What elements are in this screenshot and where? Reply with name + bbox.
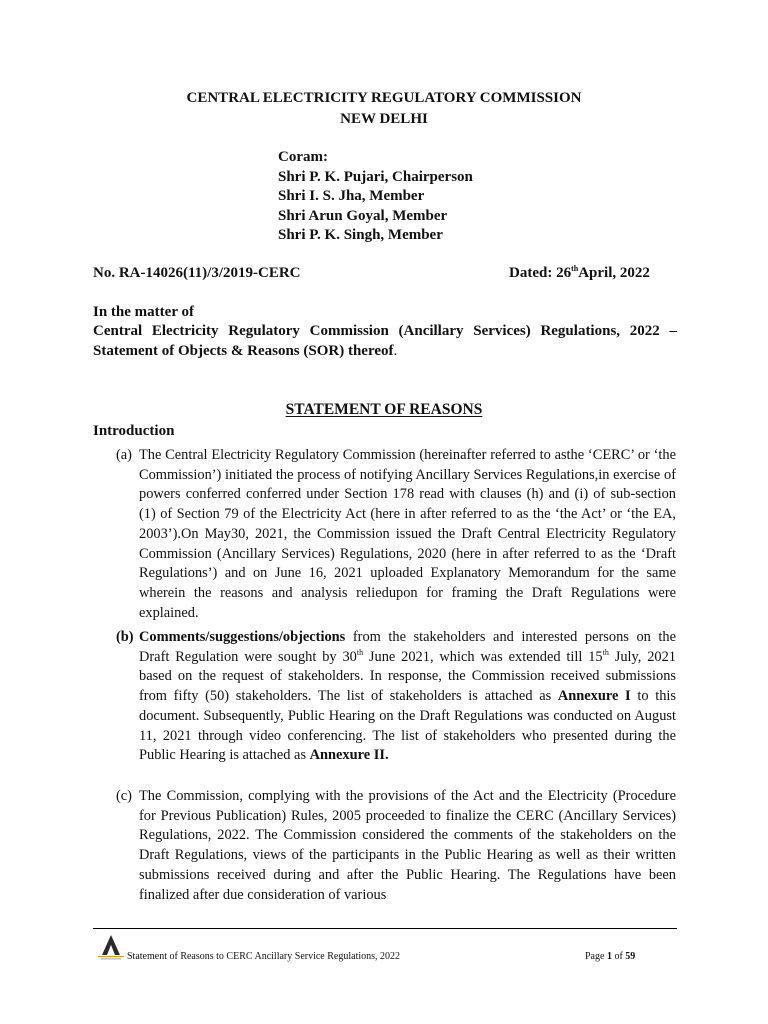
paragraph-label: (c)	[116, 788, 132, 804]
coram-label: Coram:	[278, 149, 328, 165]
annexure-reference: Annexure I	[557, 688, 631, 705]
coram-member: Shri Arun Goyal, Member	[278, 207, 448, 224]
matter-heading: In the matter of	[93, 304, 194, 320]
coram-member: Shri P. K. Pujari, Chairperson	[278, 168, 473, 185]
section-title: STATEMENT OF REASONS	[285, 401, 483, 418]
paragraph-text: The Central Electricity Regulatory Commission (hereinafter referred to asthe ‘CERC’ or ‘the Commission’) initiated the process of notifying Ancillary Services Regulations,in exercise of powers conferred conferred under Section 178 read with clauses (h) and (i) of sub-section (1) of Section 79 of the Electricity Act (here in after referred to as the ‘the Act’ or ‘the EA, 2003’).On May30, 2021, the Commission issued the Draft Central Electricity Regulatory Commission (Ancillary Services) Regulations, 2020 (here in after referred to as the ‘Draft Regulations’) and on June 16, 2021 uploaded Explanatory Memorandum for the same wherein the reasons and analysis reliedupon for framing the Draft Regulations were explained.	[139, 447, 676, 621]
date: Dated: 26thApril, 2022	[509, 264, 650, 281]
paragraph-label: (b)	[116, 629, 134, 645]
document-subtitle-city: NEW DELHI	[340, 111, 428, 127]
footer-divider	[93, 928, 677, 929]
coram-member: Shri P. K. Singh, Member	[278, 227, 443, 243]
annexure-reference: Annexure II.	[309, 747, 389, 764]
cerc-logo-icon	[96, 934, 126, 962]
introduction-heading: Introduction	[93, 423, 175, 439]
coram-block	[278, 148, 473, 246]
paragraph-label: (a)	[116, 447, 132, 463]
matter-subject: Central Electricity Regulatory Commission (Ancillary Services) Regulations, 2022 – Statement of Objects & Reasons (SOR) thereof.	[93, 323, 677, 359]
document-title: CENTRAL ELECTRICITY REGULATORY COMMISSION	[186, 90, 582, 106]
footer-title: Statement of Reasons to CERC Ancillary Service Regulations, 2022	[127, 951, 401, 962]
paragraph-text: The Commission, complying with the provisions of the Act and the Electricity (Procedure for Previous Publication) Rules, 2005 proceeded to finalize the CERC (Ancillary Services) Regulations, 2022. The Commission considered the comments of the stakeholders on the Draft Regulations, views of the participants in the Public Hearing as well as their written submissions received during and after the Public Hearing. The Regulations have been finalized after due consideration of various	[139, 788, 676, 903]
page-number: Page 1 of 59	[585, 951, 636, 962]
coram-member: Shri I. S. Jha, Member	[278, 188, 425, 204]
reference-number: No. RA-14026(11)/3/2019-CERC	[93, 265, 301, 281]
paragraph-text: Comments/suggestions/objections from the stakeholders and interested persons on the Draft Regulation were sought by 30th June 2021, which was extended till 15th July, 2021 based on the request of stakeholders. In response, the Commission received submissions from fifty (50) stakeholders. The list of stakeholders is attached as Annexure I to this document. Subsequently, Public Hearing on the Draft Regulations was conducted on August 11, 2021 through video conferencing. The list of stakeholders who presented during the Public Hearing is attached as Annexure II.	[139, 629, 676, 764]
